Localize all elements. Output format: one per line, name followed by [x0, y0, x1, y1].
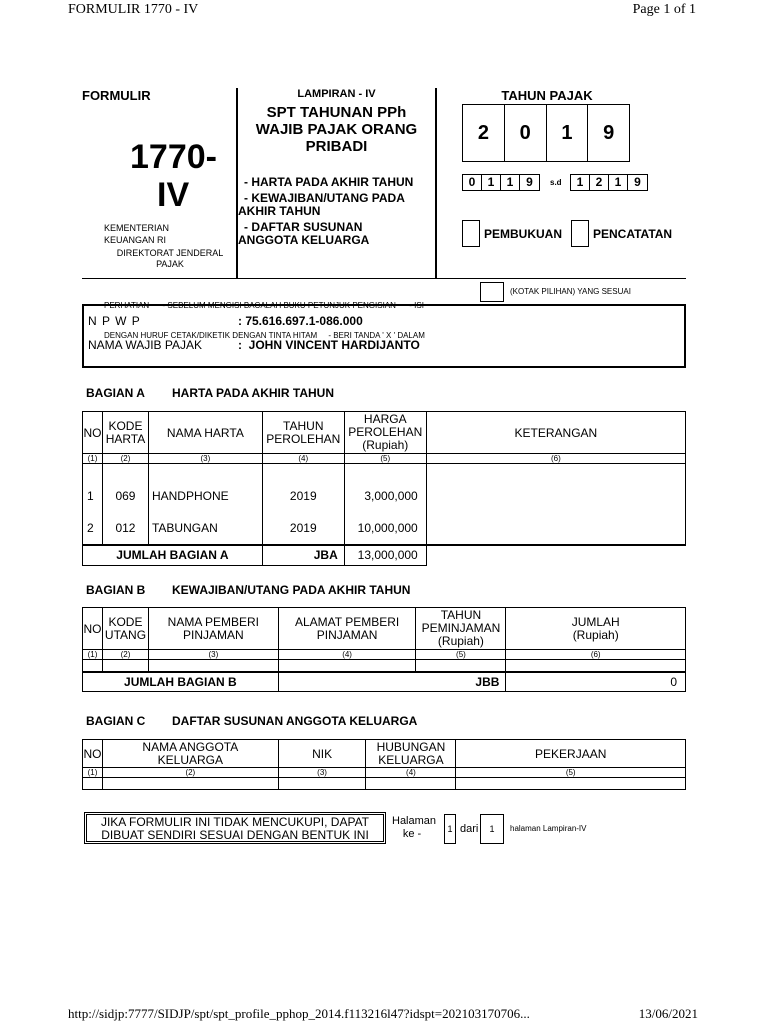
pencatatan-checkbox[interactable] [571, 220, 589, 247]
section-c-table [82, 739, 686, 790]
directorate-name: DIREKTORAT JENDERAL PAJAK [116, 248, 224, 269]
section-a-title: HARTA PADA AKHIR TAHUN [172, 386, 334, 400]
section-b-total-label: JUMLAH BAGIAN B [83, 672, 279, 692]
table-row-nama: TABUNGAN [151, 521, 218, 535]
section-a-total-row [83, 545, 686, 565]
tahun-digit[interactable]: 1 [547, 105, 589, 161]
period-from-digit[interactable]: 1 [501, 175, 520, 190]
lampiran-page-label: halaman Lampiran-IV [510, 824, 587, 833]
period-to-digit[interactable]: 2 [590, 175, 609, 190]
pembukuan-checkbox[interactable] [462, 220, 480, 247]
form-note-box: JIKA FORMULIR INI TIDAK MENCUKUPI, DAPAT DIBUAT SENDIRI SESUAI DENGAN BENTUK INI [84, 812, 386, 844]
table-row-harga: 3,000,000 [364, 489, 418, 503]
tahun-digit[interactable]: 9 [603, 121, 615, 144]
dari-label: dari [460, 823, 479, 835]
identity-box [82, 304, 686, 368]
col-tahun-peminjaman: TAHUN PEMINJAMAN (Rupiah) [416, 608, 506, 650]
table-header-row [83, 412, 686, 454]
column-number-row: (1) (2) (3) (4) (5) (6) [83, 650, 686, 660]
period-from-digit[interactable]: 1 [482, 175, 501, 190]
ministry-name: KEMENTERIAN KEUANGAN RI [104, 223, 170, 245]
section-b-total-row [83, 672, 686, 692]
pembukuan-label: PEMBUKUAN [484, 227, 562, 241]
col-alamat-pemberi: ALAMAT PEMBERI PINJAMAN [278, 608, 416, 650]
table-row [83, 660, 686, 672]
tahun-pajak-box [462, 104, 630, 162]
tahun-digit[interactable]: 0 [505, 105, 547, 161]
table-row-tahun: 2019 [289, 521, 317, 535]
col-kode: KODE HARTA [102, 412, 148, 454]
period-to-digit[interactable]: 1 [571, 175, 590, 190]
col-no: NO [83, 608, 103, 650]
print-footer-url: http://sidjp:7777/SIDJP/spt/spt_profile_pphop_2014.f113216l47?idspt=202103170706... [68, 1006, 530, 1021]
npwp-value[interactable]: : 75.616.697.1-086.000 [238, 314, 363, 328]
current-page-box[interactable]: 1 [444, 814, 456, 844]
col-nama-anggota: NAMA ANGGOTA KELUARGA [102, 740, 278, 768]
col-no: NO [83, 412, 103, 454]
total-page-box[interactable]: 1 [480, 814, 504, 844]
col-keterangan: KETERANGAN [426, 412, 685, 454]
section-a-total-label: JUMLAH BAGIAN A [83, 545, 263, 565]
notice-example-checkbox [480, 282, 504, 302]
col-nama-harta: NAMA HARTA [148, 412, 262, 454]
notice-divider [82, 278, 686, 279]
section-b-title: KEWAJIBAN/UTANG PADA AKHIR TAHUN [172, 583, 411, 597]
col-nama-pemberi: NAMA PEMBERI PINJAMAN [148, 608, 278, 650]
table-row-harga: 10,000,000 [357, 521, 418, 535]
spt-title: SPT TAHUNAN PPh WAJIB PAJAK ORANG PRIBADI [255, 104, 418, 155]
taxpayer-name-value[interactable]: : JOHN VINCENT HARDIJANTO [238, 338, 420, 352]
print-footer-date: 13/06/2021 [638, 1006, 698, 1021]
col-nik: NIK [278, 740, 366, 768]
period-sd-label: s.d [550, 178, 562, 187]
pencatatan-label: PENCATATAN [593, 227, 673, 241]
section-a-table [82, 411, 686, 566]
table-row [83, 778, 686, 790]
table-row-kode: 069 [115, 489, 136, 503]
table-header-row [83, 740, 686, 768]
col-no: NO [83, 740, 103, 768]
notice-kotak-label: (KOTAK PILIHAN) YANG SESUAI [510, 287, 631, 296]
page-indicator: Page 1 of 1 [632, 2, 696, 17]
notice-text: PERHATIAN - SEBELUM MENGISI BACALAH BUKU PETUNJUK PENGISIAN - ISI DENGAN HURUF CETAK/DIKETIK DENGAN TINTA HITAM - BERI TANDA ' X ' DALAM [104, 301, 425, 340]
table-row-no: 1 [87, 489, 94, 503]
col-pekerjaan: PEKERJAAN [456, 740, 686, 768]
formulir-label: FORMULIR [82, 88, 151, 103]
col-kode-utang: KODE UTANG [102, 608, 148, 650]
section-b-total-value: 0 [506, 672, 686, 692]
period-from [462, 174, 540, 191]
section-a-total-code: JBA [262, 545, 344, 565]
item-kewajiban: - KEWAJIBAN/UTANG PADA AKHIR TAHUN [238, 191, 405, 218]
table-row-nama: HANDPHONE [151, 489, 229, 503]
section-c-label: BAGIAN C [86, 714, 146, 728]
period-to-digit[interactable]: 9 [634, 175, 641, 189]
col-hubungan: HUBUNGAN KELUARGA [366, 740, 456, 768]
section-c-title: DAFTAR SUSUNAN ANGGOTA KELUARGA [172, 714, 418, 728]
section-a-total-value: 13,000,000 [344, 545, 426, 565]
tahun-digit[interactable]: 2 [463, 105, 505, 161]
section-b-label: BAGIAN B [86, 583, 146, 597]
print-header-title: FORMULIR 1770 - IV [68, 2, 199, 17]
tahun-pajak-label: TAHUN PAJAK [501, 88, 593, 103]
table-row-keterangan [426, 464, 685, 546]
table-header-row [83, 608, 686, 650]
taxpayer-name-label: NAMA WAJIB PAJAK [88, 338, 203, 352]
column-number-row: (1) (2) (3) (4) (5) [83, 768, 686, 778]
col-jumlah: JUMLAH (Rupiah) [506, 608, 686, 650]
col-tahun: TAHUN PEROLEHAN [262, 412, 344, 454]
period-to-digit[interactable]: 1 [609, 175, 628, 190]
form-number-line-2: IV [157, 176, 190, 214]
section-b-table [82, 607, 686, 692]
lampiran-label: LAMPIRAN - IV [297, 88, 376, 100]
form-number-line-1: 1770- [130, 138, 217, 176]
item-daftar: - DAFTAR SUSUNAN ANGGOTA KELUARGA [238, 220, 370, 247]
period-to [570, 174, 648, 191]
npwp-label: N P W P [88, 314, 141, 328]
table-row-kode: 012 [115, 521, 136, 535]
col-harga: HARGA PEROLEHAN (Rupiah) [344, 412, 426, 454]
table-body [83, 464, 686, 546]
table-row-no: 2 [87, 521, 94, 535]
period-from-digit[interactable]: 0 [463, 175, 482, 190]
section-a-label: BAGIAN A [86, 386, 145, 400]
table-row-tahun: 2019 [289, 489, 317, 503]
column-number-row: (1) (2) (3) (4) (5) (6) [83, 454, 686, 464]
period-from-digit[interactable]: 9 [526, 175, 533, 189]
halaman-label: Halaman ke - [392, 815, 437, 840]
item-harta: - HARTA PADA AKHIR TAHUN [244, 175, 414, 189]
section-b-total-code: JBB [416, 672, 506, 692]
